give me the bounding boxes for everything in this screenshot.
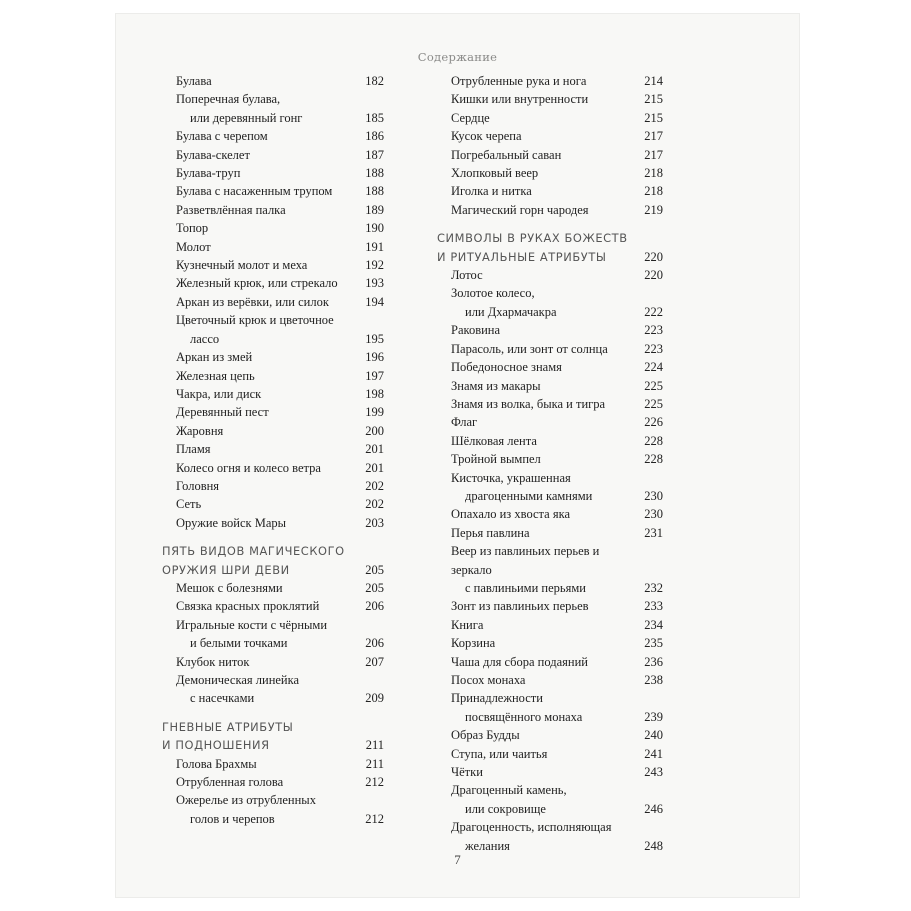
entry-title-line: Иголка и нитка	[451, 184, 532, 199]
toc-entry	[162, 127, 386, 145]
toc-section-heading	[162, 542, 386, 579]
entry-title-line: Драгоценный камень,	[451, 783, 567, 798]
toc-entry	[437, 201, 665, 219]
entry-title-line: Шёлковая лента	[451, 433, 537, 448]
entry-page-number: 217	[644, 129, 663, 144]
toc-entry	[437, 266, 665, 284]
running-header: Содержание	[417, 50, 498, 64]
entry-page-number: 233	[644, 599, 663, 614]
toc-entry	[162, 348, 386, 366]
entry-title-line: Книга	[451, 617, 484, 632]
toc-entry	[437, 72, 665, 90]
toc-entry	[437, 450, 665, 468]
entry-page-number: 191	[365, 239, 384, 254]
entry-title-line: Топор	[176, 221, 209, 236]
entry-page-number: 205	[365, 562, 384, 577]
entry-page-number: 203	[365, 515, 384, 530]
entry-title-line: Кузнечный молот и меха	[176, 258, 308, 273]
entry-title-line: Оружие войск Мары	[176, 515, 287, 530]
entry-title-line: Демоническая линейка	[176, 673, 300, 687]
page-number: 7	[454, 852, 461, 867]
entry-page-number: 215	[644, 92, 663, 107]
entry-title-line: Аркан из змей	[176, 350, 253, 365]
entry-title-line: Ожерелье из отрубленных	[176, 793, 316, 808]
entry-page-number: 206	[365, 599, 384, 614]
toc-entry	[437, 542, 665, 597]
toc-entry	[437, 413, 665, 431]
entry-title-line: или сокровище	[465, 801, 546, 816]
toc-entry	[162, 385, 386, 403]
entry-page-number: 188	[365, 166, 384, 181]
entry-page-number: 235	[644, 636, 663, 651]
toc-entry	[437, 524, 665, 542]
toc-entry	[162, 653, 386, 671]
toc-entry	[437, 763, 665, 781]
entry-title-line: Победоносное знамя	[451, 360, 562, 375]
entry-title-line: Булава-скелет	[176, 147, 250, 162]
toc-entry	[437, 469, 665, 506]
entry-title-line: Ступа, или чаитья	[451, 746, 548, 761]
entry-page-number: 240	[644, 728, 663, 743]
entry-title-line: Чётки	[451, 765, 483, 780]
entry-page-number: 222	[644, 304, 663, 319]
toc-section-heading	[162, 718, 386, 755]
entry-page-number: 188	[365, 184, 384, 199]
entry-page-number: 214	[644, 74, 663, 88]
entry-title-line: голов и черепов	[190, 811, 275, 826]
toc-entry	[162, 755, 386, 773]
toc-entry	[162, 201, 386, 219]
entry-title-line: Знамя из волка, быка и тигра	[451, 396, 606, 411]
toc-entry	[162, 459, 386, 477]
toc-entry	[437, 340, 665, 358]
toc-entry	[437, 377, 665, 395]
entry-title-line: посвящённого монаха	[465, 709, 583, 724]
toc-entry	[437, 505, 665, 523]
entry-page-number: 219	[644, 202, 663, 217]
entry-title-line: желания	[465, 838, 510, 853]
entry-title-line: Железный крюк, или стрекало	[176, 276, 338, 291]
entry-title-line: Зонт из павлиньих перьев	[451, 599, 589, 614]
entry-title-line: Поперечная булава,	[176, 92, 281, 107]
entry-page-number: 226	[644, 415, 663, 430]
toc-entry	[162, 791, 386, 828]
entry-page-number: 218	[644, 166, 663, 181]
entry-title-line: Булава с черепом	[176, 129, 268, 144]
toc-entry	[162, 514, 386, 532]
entry-page-number: 218	[644, 184, 663, 199]
entry-title-line: или деревянный гонг	[190, 110, 303, 125]
entry-title-line: Колесо огня и колесо ветра	[176, 460, 321, 475]
entry-page-number: 202	[365, 497, 384, 512]
entry-title-line: Образ Будды	[451, 728, 520, 743]
toc-entry	[162, 367, 386, 385]
toc-entry	[437, 745, 665, 763]
toc-entry	[162, 477, 386, 495]
entry-title-line: Сеть	[176, 497, 202, 512]
entry-page-number: 192	[365, 258, 384, 273]
entry-page-number: 230	[644, 488, 663, 503]
toc-entry	[437, 90, 665, 108]
entry-title-line: Чаша для сбора подаяний	[451, 654, 588, 669]
entry-page-number: 224	[644, 360, 663, 375]
entry-page-number: 246	[644, 801, 663, 816]
entry-page-number: 223	[644, 341, 663, 356]
toc-entry	[437, 182, 665, 200]
entry-title-line: Корзина	[451, 636, 496, 651]
entry-title-line: и белыми точками	[190, 636, 288, 651]
entry-page-number: 200	[365, 423, 384, 438]
entry-page-number: 211	[365, 756, 384, 771]
toc-left-column	[162, 72, 386, 828]
toc-entry	[437, 689, 665, 726]
entry-title-line: драгоценными камнями	[465, 488, 593, 503]
entry-title-line: Мешок с болезнями	[176, 580, 283, 595]
entry-title-line: Аркан из верёвки, или силок	[176, 294, 329, 309]
entry-title-line: Перья павлина	[451, 525, 530, 540]
entry-page-number: 225	[644, 378, 663, 393]
toc-right-column	[437, 72, 665, 855]
entry-title-line: или Дхармачакра	[465, 304, 557, 319]
toc-entry	[162, 72, 386, 90]
toc-entry	[437, 818, 665, 855]
toc-entry	[162, 579, 386, 597]
toc-entry	[437, 781, 665, 818]
entry-page-number: 201	[365, 460, 384, 475]
entry-title-line: Головня	[176, 478, 220, 493]
entry-page-number: 190	[365, 221, 384, 236]
entry-page-number: 189	[365, 202, 384, 217]
entry-title-line: Знамя из макары	[451, 378, 541, 393]
entry-title-line: Принадлежности	[451, 691, 543, 706]
entry-page-number: 238	[644, 673, 663, 687]
entry-title-line: Молот	[176, 239, 211, 254]
toc-entry	[162, 274, 386, 292]
entry-page-number: 198	[365, 386, 384, 401]
entry-page-number: 182	[365, 74, 384, 88]
toc-entry	[437, 109, 665, 127]
toc-entry	[437, 164, 665, 182]
entry-page-number: 228	[644, 433, 663, 448]
entry-title-line: Лотос	[451, 268, 483, 283]
toc-entry	[437, 284, 665, 321]
entry-page-number: 234	[644, 617, 663, 632]
entry-page-number: 232	[644, 580, 663, 595]
entry-title-line: Магический горн чародея	[451, 202, 589, 217]
toc-entry	[437, 653, 665, 671]
entry-page-number: 197	[365, 368, 384, 383]
entry-page-number: 225	[644, 396, 663, 411]
entry-title-line: Игральные кости с чёрными	[176, 617, 328, 632]
entry-page-number: 236	[644, 654, 663, 669]
toc-entry	[437, 395, 665, 413]
entry-title-line: Пламя	[176, 442, 211, 457]
entry-page-number: 241	[644, 746, 663, 761]
entry-title-line: Разветвлённая палка	[176, 202, 286, 217]
book-page	[116, 14, 799, 897]
toc-entry	[437, 127, 665, 145]
toc-entry	[162, 311, 386, 348]
entry-title-line: Жаровня	[176, 423, 224, 438]
entry-page-number: 212	[365, 775, 384, 790]
entry-page-number: 207	[365, 654, 384, 669]
section-title-line: СИМВОЛЫ В РУКАХ БОЖЕСТВ	[437, 231, 628, 246]
entry-page-number: 230	[644, 507, 663, 522]
toc-entry	[162, 495, 386, 513]
section-title-line: ОРУЖИЯ ШРИ ДЕВИ	[162, 562, 290, 577]
toc-entry	[162, 90, 386, 127]
entry-title-line: с павлиньими перьями	[465, 580, 586, 595]
entry-title-line: с насечками	[190, 691, 255, 706]
entry-title-line: Посох монаха	[451, 673, 526, 687]
toc-entry	[162, 616, 386, 653]
toc-section-heading	[437, 229, 665, 266]
entry-title-line: Кусок черепа	[451, 129, 522, 144]
toc-entry	[162, 164, 386, 182]
entry-page-number: 193	[365, 276, 384, 291]
entry-title-line: Парасоль, или зонт от солнца	[451, 341, 608, 356]
entry-title-line: Булава с насаженным трупом	[176, 184, 333, 199]
entry-page-number: 202	[365, 478, 384, 493]
entry-page-number: 215	[644, 110, 663, 125]
entry-page-number: 231	[644, 525, 663, 540]
toc-entry	[162, 422, 386, 440]
toc-entry	[162, 440, 386, 458]
entry-title-line: Булава-труп	[176, 166, 241, 181]
entry-title-line: Флаг	[451, 415, 478, 430]
section-title-line: И ПОДНОШЕНИЯ	[162, 738, 270, 753]
entry-page-number: 187	[365, 147, 384, 162]
entry-title-line: Кисточка, украшенная	[451, 470, 571, 485]
entry-page-number: 243	[644, 765, 663, 780]
entry-title-line: Булава	[176, 74, 212, 88]
entry-title-line: Веер из павлиньих перьев и зеркало	[451, 544, 600, 577]
toc-entry	[437, 597, 665, 615]
section-title-line: ГНЕВНЫЕ АТРИБУТЫ	[162, 719, 294, 734]
entry-title-line: Чакра, или диск	[176, 386, 262, 401]
toc-entry	[162, 146, 386, 164]
entry-title-line: Золотое колесо,	[451, 286, 535, 301]
entry-page-number: 196	[365, 350, 384, 365]
toc-entry	[437, 671, 665, 689]
entry-page-number: 206	[365, 636, 384, 651]
entry-title-line: Драгоценность, исполняющая	[451, 820, 612, 835]
entry-title-line: Железная цепь	[176, 368, 255, 383]
toc-entry	[437, 432, 665, 450]
entry-page-number: 195	[365, 331, 384, 346]
toc-entry	[437, 358, 665, 376]
entry-page-number: 217	[644, 147, 663, 162]
entry-title-line: Кишки или внутренности	[451, 92, 589, 107]
entry-title-line: Связка красных проклятий	[176, 599, 320, 614]
section-title-line: И РИТУАЛЬНЫЕ АТРИБУТЫ	[437, 249, 607, 264]
entry-page-number: 209	[365, 691, 384, 706]
toc-entry	[162, 403, 386, 421]
entry-title-line: Отрубленная голова	[176, 775, 284, 790]
toc-entry	[162, 671, 386, 708]
entry-page-number: 239	[644, 709, 663, 724]
entry-page-number: 186	[365, 129, 384, 144]
toc-entry	[162, 597, 386, 615]
entry-title-line: Хлопковый веер	[451, 166, 539, 181]
toc-entry	[437, 146, 665, 164]
entry-title-line: Отрубленные рука и нога	[451, 74, 587, 88]
toc-entry	[162, 219, 386, 237]
toc-entry	[437, 634, 665, 652]
entry-title-line: Деревянный пест	[176, 405, 269, 420]
entry-title-line: Голова Брахмы	[176, 756, 257, 771]
entry-title-line: Опахало из хвоста яка	[451, 507, 571, 522]
toc-entry	[162, 256, 386, 274]
entry-page-number: 211	[365, 738, 384, 753]
toc-entry	[162, 182, 386, 200]
section-title-line: ПЯТЬ ВИДОВ МАГИЧЕСКОГО	[162, 544, 345, 559]
entry-title-line: Сердце	[451, 110, 490, 125]
toc-entry	[437, 321, 665, 339]
entry-page-number: 220	[644, 268, 663, 283]
entry-page-number: 220	[644, 249, 663, 264]
entry-page-number: 194	[365, 294, 384, 309]
entry-page-number: 223	[644, 323, 663, 338]
entry-title-line: Клубок ниток	[176, 654, 250, 669]
toc-entry	[162, 773, 386, 791]
entry-page-number: 201	[365, 442, 384, 457]
entry-title-line: Цветочный крюк и цветочное	[176, 313, 334, 328]
entry-title-line: лассо	[190, 331, 220, 346]
entry-page-number: 228	[644, 452, 663, 467]
toc-entry	[162, 238, 386, 256]
entry-page-number: 185	[365, 110, 384, 125]
entry-page-number: 205	[365, 580, 384, 595]
entry-page-number: 199	[365, 405, 384, 420]
toc-entry	[437, 726, 665, 744]
entry-title-line: Тройной вымпел	[451, 452, 541, 467]
entry-title-line: Раковина	[451, 323, 501, 338]
entry-title-line: Погребальный саван	[451, 147, 562, 162]
toc-entry	[162, 293, 386, 311]
entry-page-number: 212	[365, 811, 384, 826]
entry-page-number: 248	[644, 838, 663, 853]
toc-entry	[437, 616, 665, 634]
